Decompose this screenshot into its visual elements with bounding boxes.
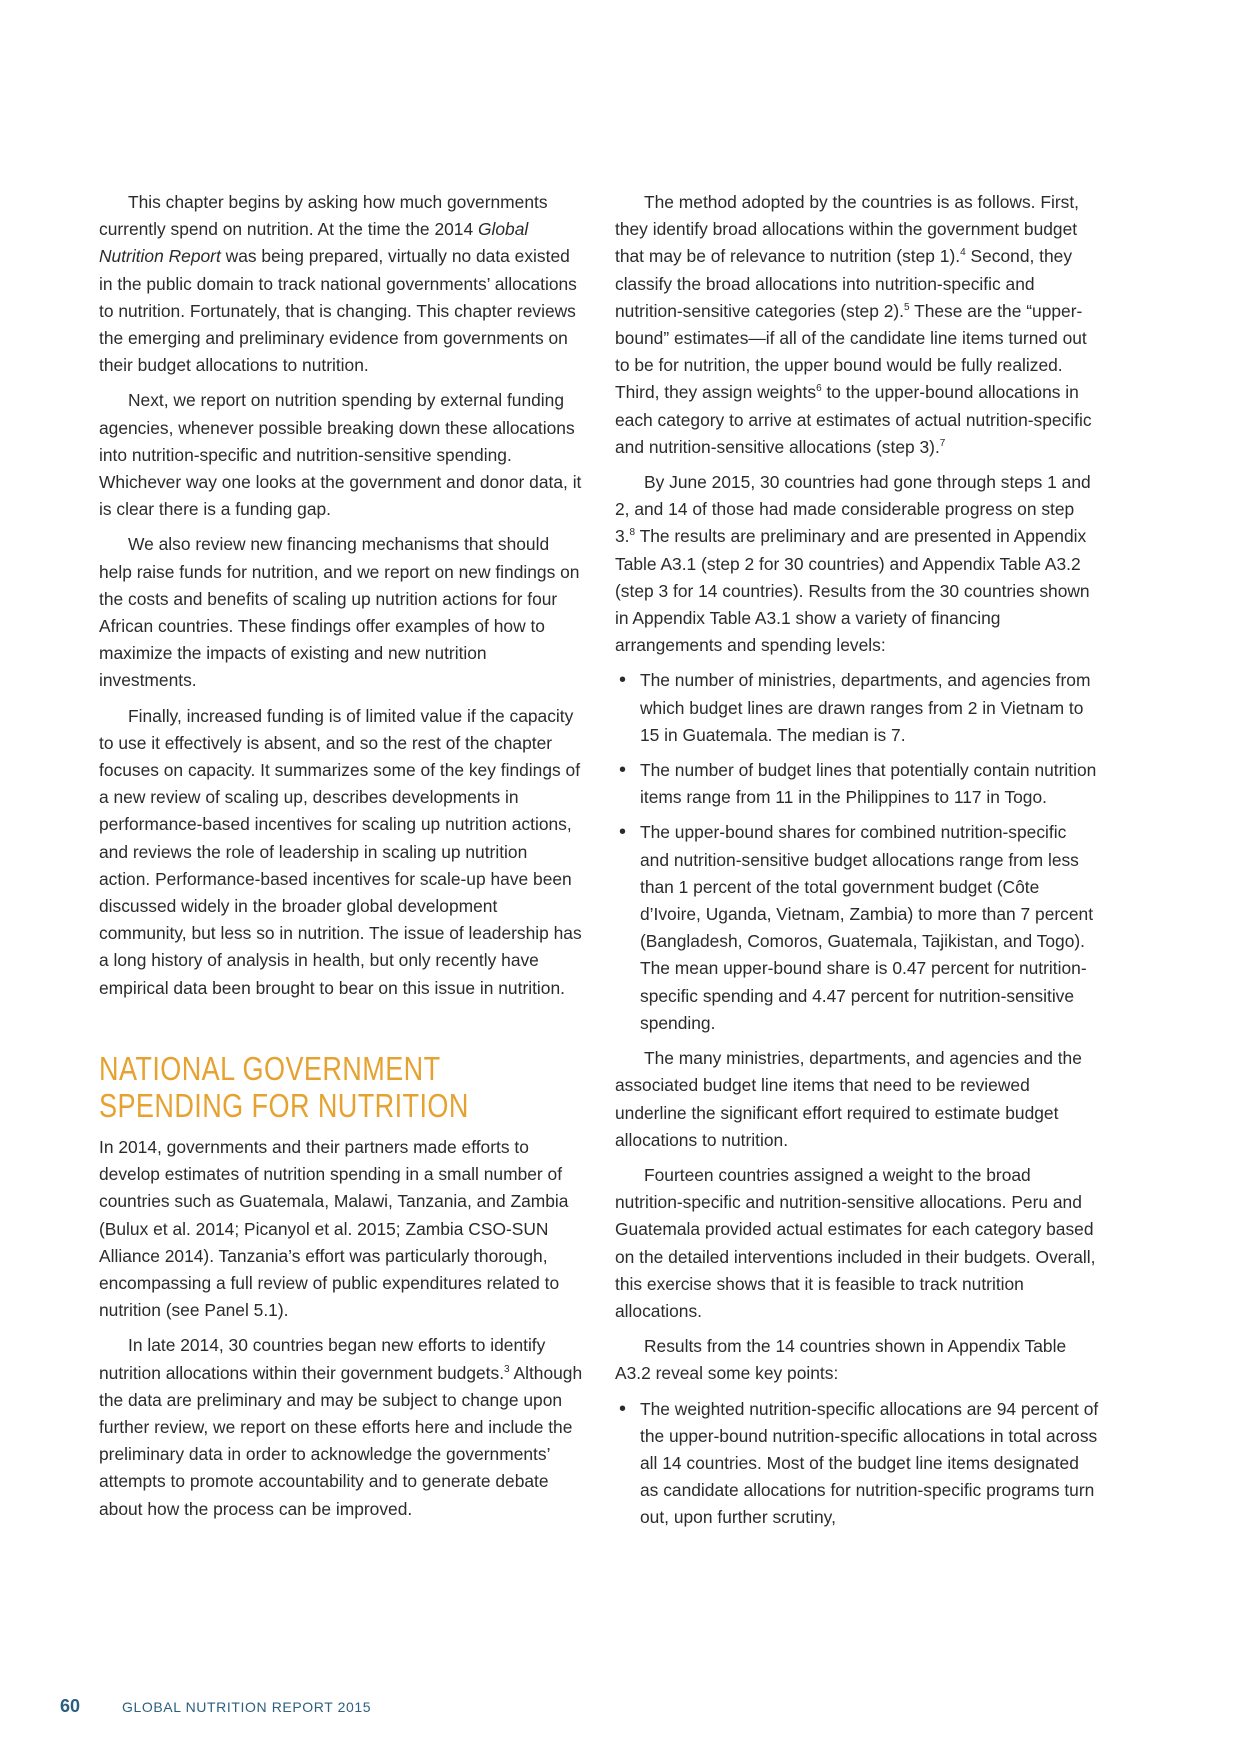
footnote-ref: 3	[504, 1363, 510, 1375]
paragraph: Next, we report on nutrition spending by external funding agencies, whenever possible breaking down these allocations into nutrition-specific and nutrition-sensitive spending. Whichever way one looks at the government and donor data, it is clear there is a funding gap.	[99, 390, 582, 520]
list-item: • The weighted nutrition-specific allocations are 94 percent of the upper-bound nutrition-specific allocations in total across all 14 countries. Most of the budget line items designated as candidate allocations for nutrition-specific programs turn out, upon further scrutiny,	[615, 1396, 1099, 1532]
running-title: GLOBAL NUTRITION REPORT 2015	[122, 1699, 372, 1715]
paragraph: This chapter begins by asking how much governments currently spend on nutrition. At the time the 2014 Global Nutrition Report was being prepared, virtually no data existed in the public domain to track national governments’ allocations to nutrition. Fortunately, that is changing. This chapter reviews the emerging and preliminary evidence from governments on their budget allocations to nutrition.	[99, 192, 577, 376]
bullet-list	[615, 667, 1099, 1037]
footnote-ref: 6	[816, 383, 822, 395]
paragraph: Fourteen countries assigned a weight to the broad nutrition-specific and nutrition-sensitive allocations. Peru and Guatemala provided actual estimates for each category based on the detailed interventions included in their budgets. Overall, this exercise shows that it is feasible to track nutrition allocations.	[615, 1164, 1096, 1321]
footnote-ref: 8	[629, 527, 636, 539]
paragraph: We also review new financing mechanisms that should help raise funds for nutrition, and we report on new findings on the costs and benefits of scaling up nutrition actions for four African countries. These findings offer examples of how to maximize the impacts of existing and new nutrition investments.	[99, 534, 580, 691]
list-item: • The number of budget lines that potentially contain nutrition items range from 11 in the Philippines to 117 in Togo.	[615, 757, 1099, 811]
paragraph: In 2014, governments and their partners made efforts to develop estimates of nutrition spending in a small number of countries such as Guatemala, Malawi, Tanzania, and Zambia (Bulux et al. 2014; Picanyol et al. 2015; Zambia CSO-SUN Alliance 2014). Tanzania’s effort was particularly thorough, encompassing a full review of public expenditures related to nutrition (see Panel 5.1).	[99, 1136, 569, 1321]
paragraph: In late 2014, 30 countries began new efforts to identify nutrition allocations within their government budgets.$^3$ Although the data are preliminary and may be subject to change upon further review, we report on these efforts here and include the preliminary data in order to acknowledge the governments’ attempts to promote accountability and to generate debate about how the process can be improved.	[99, 1335, 583, 1519]
list-item: • The number of ministries, departments, and agencies from which budget lines are drawn ranges from 2 in Vietnam to 15 in Guatemala. The median is 7.	[615, 667, 1099, 749]
page-number: 60	[60, 1696, 81, 1716]
list-item: • The upper-bound shares for combined nutrition-specific and nutrition-sensitive budget allocations range from less than 1 percent of the total government budget (Côte d’Ivoire, Uganda, Vietnam, Zambia) to more than 7 percent (Bangladesh, Comoros, Guatemala, Tajikistan, and Togo). The mean upper-bound share is 0.47 percent for nutrition-specific spending and 4.47 percent for nutrition-sensitive spending.	[615, 819, 1099, 1037]
paragraph: The many ministries, departments, and agencies and the associated budget line items that need to be reviewed underline the significant effort required to estimate budget allocations to nutrition.	[615, 1048, 1082, 1150]
left-column	[99, 189, 583, 1531]
bullet-list	[615, 1396, 1099, 1532]
paragraph: Finally, increased funding is of limited value if the capacity to use it effectively is absent, and so the rest of the chapter focuses on capacity. It summarizes some of the key findings of a new review of scaling up, describes developments in performance-based incentives for scaling up nutrition actions, and reviews the role of leadership in scaling up nutrition action. Performance-based incentives for scale-up have been discussed widely in the broader global development community, but less so in nutrition. The issue of leadership has a long history of analysis in health, but only recently have empirical data been brought to bear on this issue in nutrition.	[99, 705, 582, 998]
section-heading: NATIONAL GOVERNMENT SPENDING FOR NUTRITION	[99, 1049, 469, 1124]
footnote-ref: 7	[939, 438, 946, 450]
paragraph: The method adopted by the countries is as follows. First, they identify broad allocations within the government budget that may be of relevance to nutrition (step 1).$^4$ Second, they classify the broad allocations into nutrition-specific and nutrition-sensitive categories (step 2).$^5$ These are the “upper-bound” estimates—if all of the candidate line items turned out to be for nutrition, the upper bound would be fully realized. Third, they assign weights$^6$ to the upper-bound allocations in each category to arrive at estimates of actual nutrition-specific and nutrition-sensitive allocations (step 3).$^7$	[615, 192, 1092, 457]
paragraph: Results from the 14 countries shown in Appendix Table A3.2 reveal some key points:	[615, 1336, 1067, 1384]
footnote-ref: 4	[960, 247, 966, 259]
footnote-ref: 5	[904, 302, 910, 314]
right-column	[615, 189, 1099, 1540]
paragraph: By June 2015, 30 countries had gone through steps 1 and 2, and 14 of those had made considerable progress on step 3.$^8$ The results are preliminary and are presented in Appendix Table A3.1 (step 2 for 30 countries) and Appendix Table A3.2 (step 3 for 14 countries). Results from the 30 countries shown in Appendix Table A3.1 show a variety of financing arrangements and spending levels:	[615, 472, 1091, 656]
page-footer	[60, 1696, 371, 1717]
